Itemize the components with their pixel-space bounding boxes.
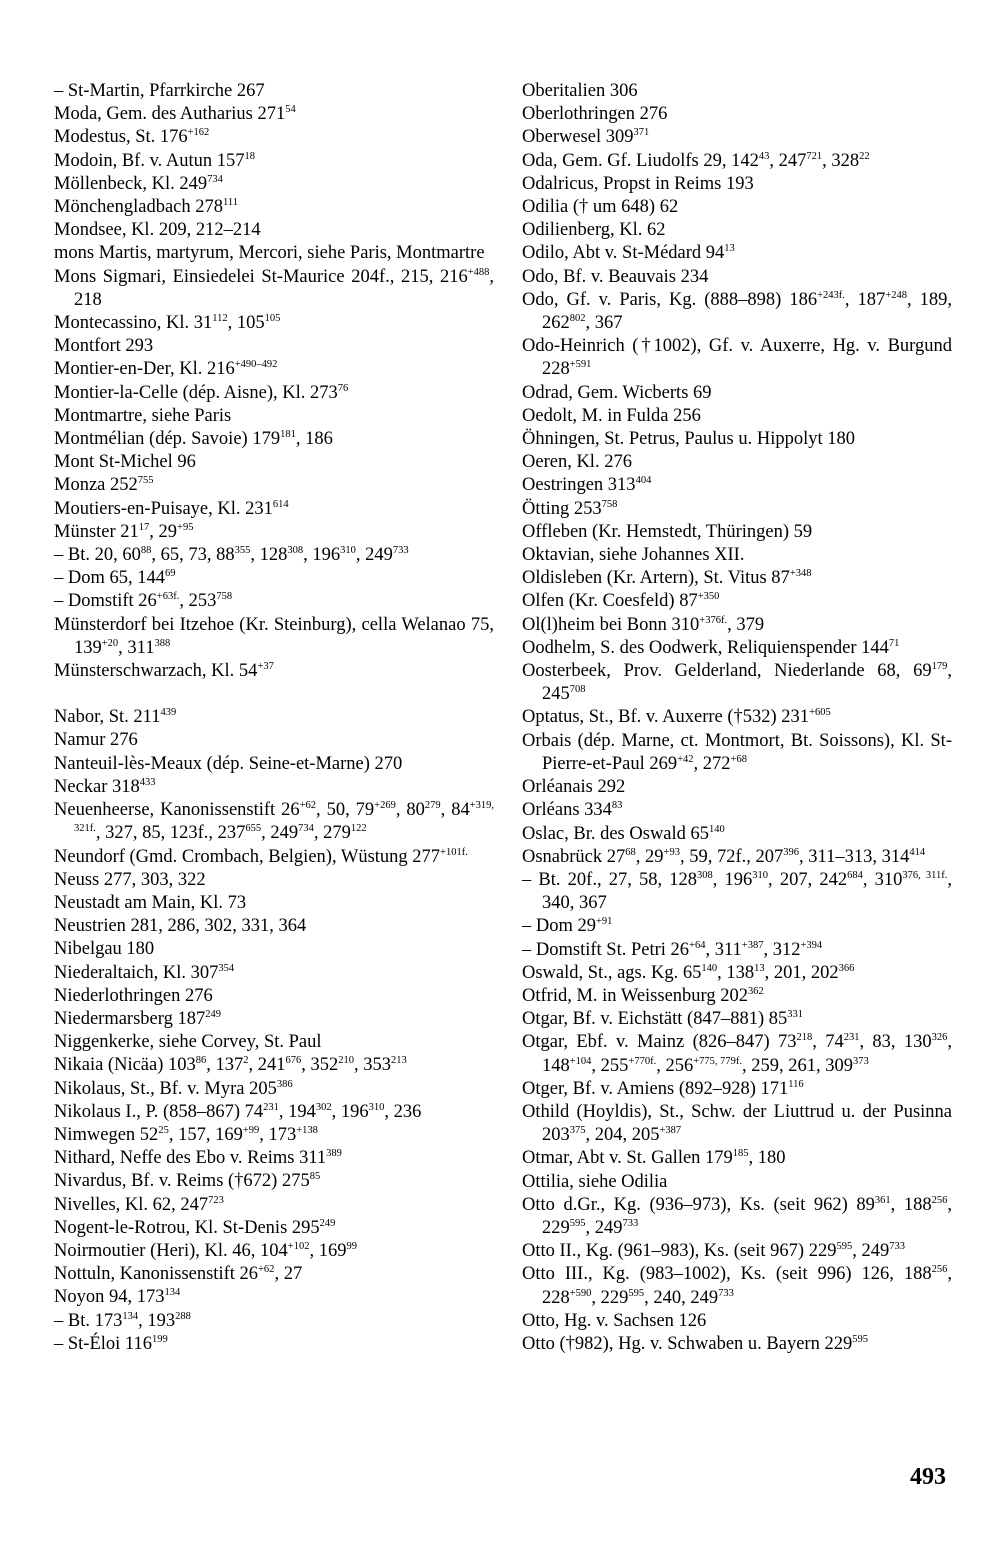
index-entry: Ottilia, siehe Odilia — [522, 1171, 668, 1192]
index-entry: – Bt. 20f., 27, 58, $128^{308}$, $196^{310}$, 207, $242^{684}$, $310^{376, 311f.}$, 340, 367 — [522, 869, 953, 914]
index-entry: Odo, Bf. v. Beauvais 234 — [522, 266, 709, 287]
index-entry: Othild (Hoyldis), St., Schw. der Liuttrud u. der Pusinna $203^{375}$, 204, $205^{+387}$ — [522, 1101, 952, 1146]
index-entry: – Dom $29^{+91}$ — [522, 916, 613, 937]
index-entry: Münsterschwarzach, Kl. $54^{+37}$ — [54, 661, 274, 682]
index-entry: – Domstift St. Petri $26^{+64}$, $311^{+387}$, $312^{+394}$ — [522, 939, 823, 960]
index-entry: Montecassino, Kl. $31^{112}$, $105^{105}$ — [54, 313, 281, 334]
index-entry: Nogent-le-Rotrou, Kl. St-Denis $295^{249}$ — [54, 1217, 336, 1238]
index-entry: Oda, Gem. Gf. Liudolfs 29, $142^{43}$, $247^{721}$, $328^{22}$ — [522, 150, 870, 171]
index-entry: Montier-la-Celle (dép. Aisne), Kl. $273^{76}$ — [54, 382, 349, 403]
index-entry: Modestus, St. $176^{+162}$ — [54, 127, 210, 148]
index-entry: Nanteuil-lès-Meaux (dép. Seine-et-Marne) 270 — [54, 753, 403, 774]
index-entry: Neuenheerse, Kanonissenstift $26^{+62}$, 50, $79^{+269}$, $80^{279}$, $84^{+319, 321f.}$, 327, 85, 123f., $237^{655}$, $249^{734}$, $279^{122}$ — [54, 800, 495, 844]
index-entry: Nivardus, Bf. v. Reims (†672) $275^{85}$ — [54, 1171, 321, 1192]
index-entry: Odrad, Gem. Wicberts 69 — [522, 382, 712, 403]
index-entry: Otto II., Kg. (961–983), Ks. (seit 967) $229^{595}$, $249^{733}$ — [522, 1241, 905, 1262]
index-entry: Nottuln, Kanonissenstift $26^{+62}$, 27 — [54, 1264, 303, 1285]
index-entry: Niggenkerke, siehe Corvey, St. Paul — [54, 1032, 322, 1053]
index-entry: Ötting $253^{758}$ — [522, 498, 618, 519]
index-entry: Otto (†982), Hg. v. Schwaben u. Bayern $229^{595}$ — [522, 1333, 868, 1354]
index-entry: Oeren, Kl. 276 — [522, 452, 632, 473]
index-entry: Nibelgau 180 — [54, 939, 155, 960]
page-number: 493 — [910, 1464, 946, 1490]
index-entry: Münsterdorf bei Itzehoe (Kr. Steinburg), cella Welanao 75, $139^{+20}$, $311^{388}$ — [54, 614, 494, 658]
index-entry: Montfort 293 — [54, 336, 154, 357]
index-entry: Odilo, Abt v. St-Médard $94^{13}$ — [522, 243, 735, 264]
index-entry: Otgar, Bf. v. Eichstätt (847–881) $85^{331}$ — [522, 1009, 803, 1030]
index-entry: Olfen (Kr. Coesfeld) $87^{+350}$ — [522, 591, 720, 612]
index-entry: Öhningen, St. Petrus, Paulus u. Hippolyt 180 — [522, 429, 856, 450]
index-entry: Oestringen $313^{404}$ — [522, 475, 652, 496]
index-entry: Orléans $334^{83}$ — [522, 800, 623, 821]
index-entry: Neustadt am Main, Kl. 73 — [54, 892, 247, 913]
index-entry: Monza $252^{755}$ — [54, 475, 154, 496]
index-column-right — [522, 80, 952, 1356]
index-entry: Nabor, St. $211^{439}$ — [54, 707, 177, 728]
index-entry: Ol(l)heim bei Bonn $310^{+376f.}$, 379 — [522, 614, 765, 635]
index-entry: Neuss 277, 303, 322 — [54, 869, 206, 890]
index-entry: Osnabrück $27^{68}$, $29^{+93}$, 59, 72f., $207^{396}$, 311–313, $314^{414}$ — [522, 846, 926, 867]
index-entry: Oldisleben (Kr. Artern), St. Vitus $87^{+348}$ — [522, 568, 812, 589]
index-entry: Nivelles, Kl. 62, $247^{723}$ — [54, 1194, 224, 1215]
index-entry: mons Martis, martyrum, Mercori, siehe Paris, Montmartre — [54, 243, 485, 264]
index-entry: Niederaltaich, Kl. $307^{354}$ — [54, 962, 235, 983]
index-entry: – St-Éloi $116^{199}$ — [54, 1333, 168, 1354]
index-entry: Montmartre, siehe Paris — [54, 405, 232, 426]
index-entry: Noyon 94, $173^{134}$ — [54, 1287, 181, 1308]
index-entry: Oberwesel $309^{371}$ — [522, 127, 650, 148]
index-entry: Offleben (Kr. Hemstedt, Thüringen) 59 — [522, 521, 813, 542]
index-entry: – Domstift $26^{+63f.}$, $253^{758}$ — [54, 591, 233, 612]
index-entry: Orléanais 292 — [522, 777, 626, 798]
index-entry: Nikolaus I., P. (858–867) $74^{231}$, $194^{302}$, $196^{310}$, 236 — [54, 1101, 422, 1122]
index-entry: Niederlothringen 276 — [54, 985, 213, 1006]
index-entry: Odalricus, Propst in Reims 193 — [522, 173, 754, 194]
index-entry: Nikaia (Nicäa) $103^{86}$, $137^2$, $241^{676}$, $352^{210}$, $353^{213}$ — [54, 1055, 407, 1076]
index-entry: Modoin, Bf. v. Autun $157^{18}$ — [54, 150, 255, 171]
index-entry: Noirmoutier (Heri), Kl. 46, $104^{+102}$, $169^{99}$ — [54, 1240, 357, 1261]
index-entry: – St-Martin, Pfarrkirche 267 — [54, 81, 265, 101]
index-entry: Mönchengladbach $278^{111}$ — [54, 197, 239, 218]
index-entry: Odilienberg, Kl. 62 — [522, 220, 666, 241]
index-entry: Otfrid, M. in Weissenburg $202^{362}$ — [522, 985, 764, 1006]
index-entry: Möllenbeck, Kl. $249^{734}$ — [54, 173, 223, 194]
index-entry: Oberlothringen 276 — [522, 104, 668, 125]
index-entry: Oosterbeek, Prov. Gelderland, Niederlande 68, $69^{179}$, $245^{708}$ — [522, 661, 952, 705]
index-entry: Nimwegen $52^{25}$, 157, $169^{+99}$, $173^{+138}$ — [54, 1124, 318, 1145]
index-entry: Nithard, Neffe des Ebo v. Reims $311^{389}$ — [54, 1148, 342, 1169]
index-entry: Optatus, St., Bf. v. Auxerre (†532) $231^{+605}$ — [522, 707, 831, 728]
index-entry: Oedolt, M. in Fulda 256 — [522, 405, 701, 426]
index-entry: Neundorf (Gmd. Crombach, Belgien), Wüstung $277^{+101f.}$ — [54, 846, 468, 867]
index-entry: Niedermarsberg $187^{249}$ — [54, 1008, 221, 1029]
section-gap — [54, 683, 494, 706]
index-entry: Otmar, Abt v. St. Gallen $179^{185}$, 180 — [522, 1148, 786, 1169]
index-entry: Namur 276 — [54, 730, 138, 751]
index-entry: Moda, Gem. des Autharius $271^{54}$ — [54, 104, 296, 125]
index-column-left — [54, 80, 494, 1356]
index-entry: Odo, Gf. v. Paris, Kg. (888–898) $186^{+243f.}$, $187^{+248}$, 189, $262^{802}$, 367 — [522, 289, 953, 334]
index-entry: Otto III., Kg. (983–1002), Ks. (seit 996) 126, $188^{256}$, $228^{+590}$, $229^{595}$, 240, $249^{733}$ — [522, 1264, 952, 1308]
index-entry: Otgar, Ebf. v. Mainz (826–847) $73^{218}$, $74^{231}$, 83, $130^{326}$, $148^{+104}$, $255^{+770f.}$, $256^{+775, 779f.}$, 259, 261, $309^{373}$ — [522, 1032, 953, 1076]
index-entry: – Bt. 20, $60^{88}$, 65, 73, $88^{355}$, $128^{308}$, $196^{310}$, $249^{733}$ — [54, 545, 409, 566]
index-entry: Münster $21^{17}$, $29^{+95}$ — [54, 521, 194, 542]
index-entry: Otto, Hg. v. Sachsen 126 — [522, 1310, 707, 1331]
index-entry: Oodhelm, S. des Oodwerk, Reliquienspender $144^{71}$ — [522, 637, 900, 658]
index-entry: Neckar $318^{433}$ — [54, 776, 156, 797]
index-entry: Mondsee, Kl. 209, 212–214 — [54, 220, 261, 241]
index-entry: Oktavian, siehe Johannes XII. — [522, 545, 745, 566]
index-entry: – Dom 65, $144^{69}$ — [54, 568, 176, 589]
index-entry: Orbais (dép. Marne, ct. Montmort, Bt. Soissons), Kl. St-Pierre-et-Paul $269^{+42}$, $272^{+68}$ — [522, 730, 952, 774]
index-entry: Neustrien 281, 286, 302, 331, 364 — [54, 916, 307, 937]
index-entry: Odo-Heinrich (†1002), Gf. v. Auxerre, Hg. v. Burgund $228^{+591}$ — [522, 336, 952, 380]
index-entry: Odilia († um 648) 62 — [522, 197, 679, 218]
index-entry: Otger, Bf. v. Amiens (892–928) $171^{116}$ — [522, 1078, 804, 1099]
index-entry: Montmélian (dép. Savoie) $179^{181}$, 186 — [54, 429, 333, 450]
index-entry: Mont St-Michel 96 — [54, 452, 196, 473]
index-entry: Moutiers-en-Puisaye, Kl. $231^{614}$ — [54, 498, 289, 519]
index-entry: Oberitalien 306 — [522, 81, 638, 101]
index-entry: Oswald, St., ags. Kg. $65^{140}$, $138^{13}$, 201, $202^{366}$ — [522, 962, 855, 983]
index-entry: Oslac, Br. des Oswald $65^{140}$ — [522, 823, 725, 844]
index-entry: Mons Sigmari, Einsiedelei St-Maurice 204f., 215, $216^{+488}$, 218 — [54, 266, 494, 310]
index-entry: Otto d.Gr., Kg. (936–973), Ks. (seit 962) $89^{361}$, $188^{256}$, $229^{595}$, $249^{733}$ — [522, 1194, 952, 1238]
index-entry: – Bt. $173^{134}$, $193^{288}$ — [54, 1310, 191, 1331]
index-entry: Nikolaus, St., Bf. v. Myra $205^{386}$ — [54, 1078, 293, 1099]
index-entry: Montier-en-Der, Kl. $216^{+490-492}$ — [54, 359, 278, 380]
